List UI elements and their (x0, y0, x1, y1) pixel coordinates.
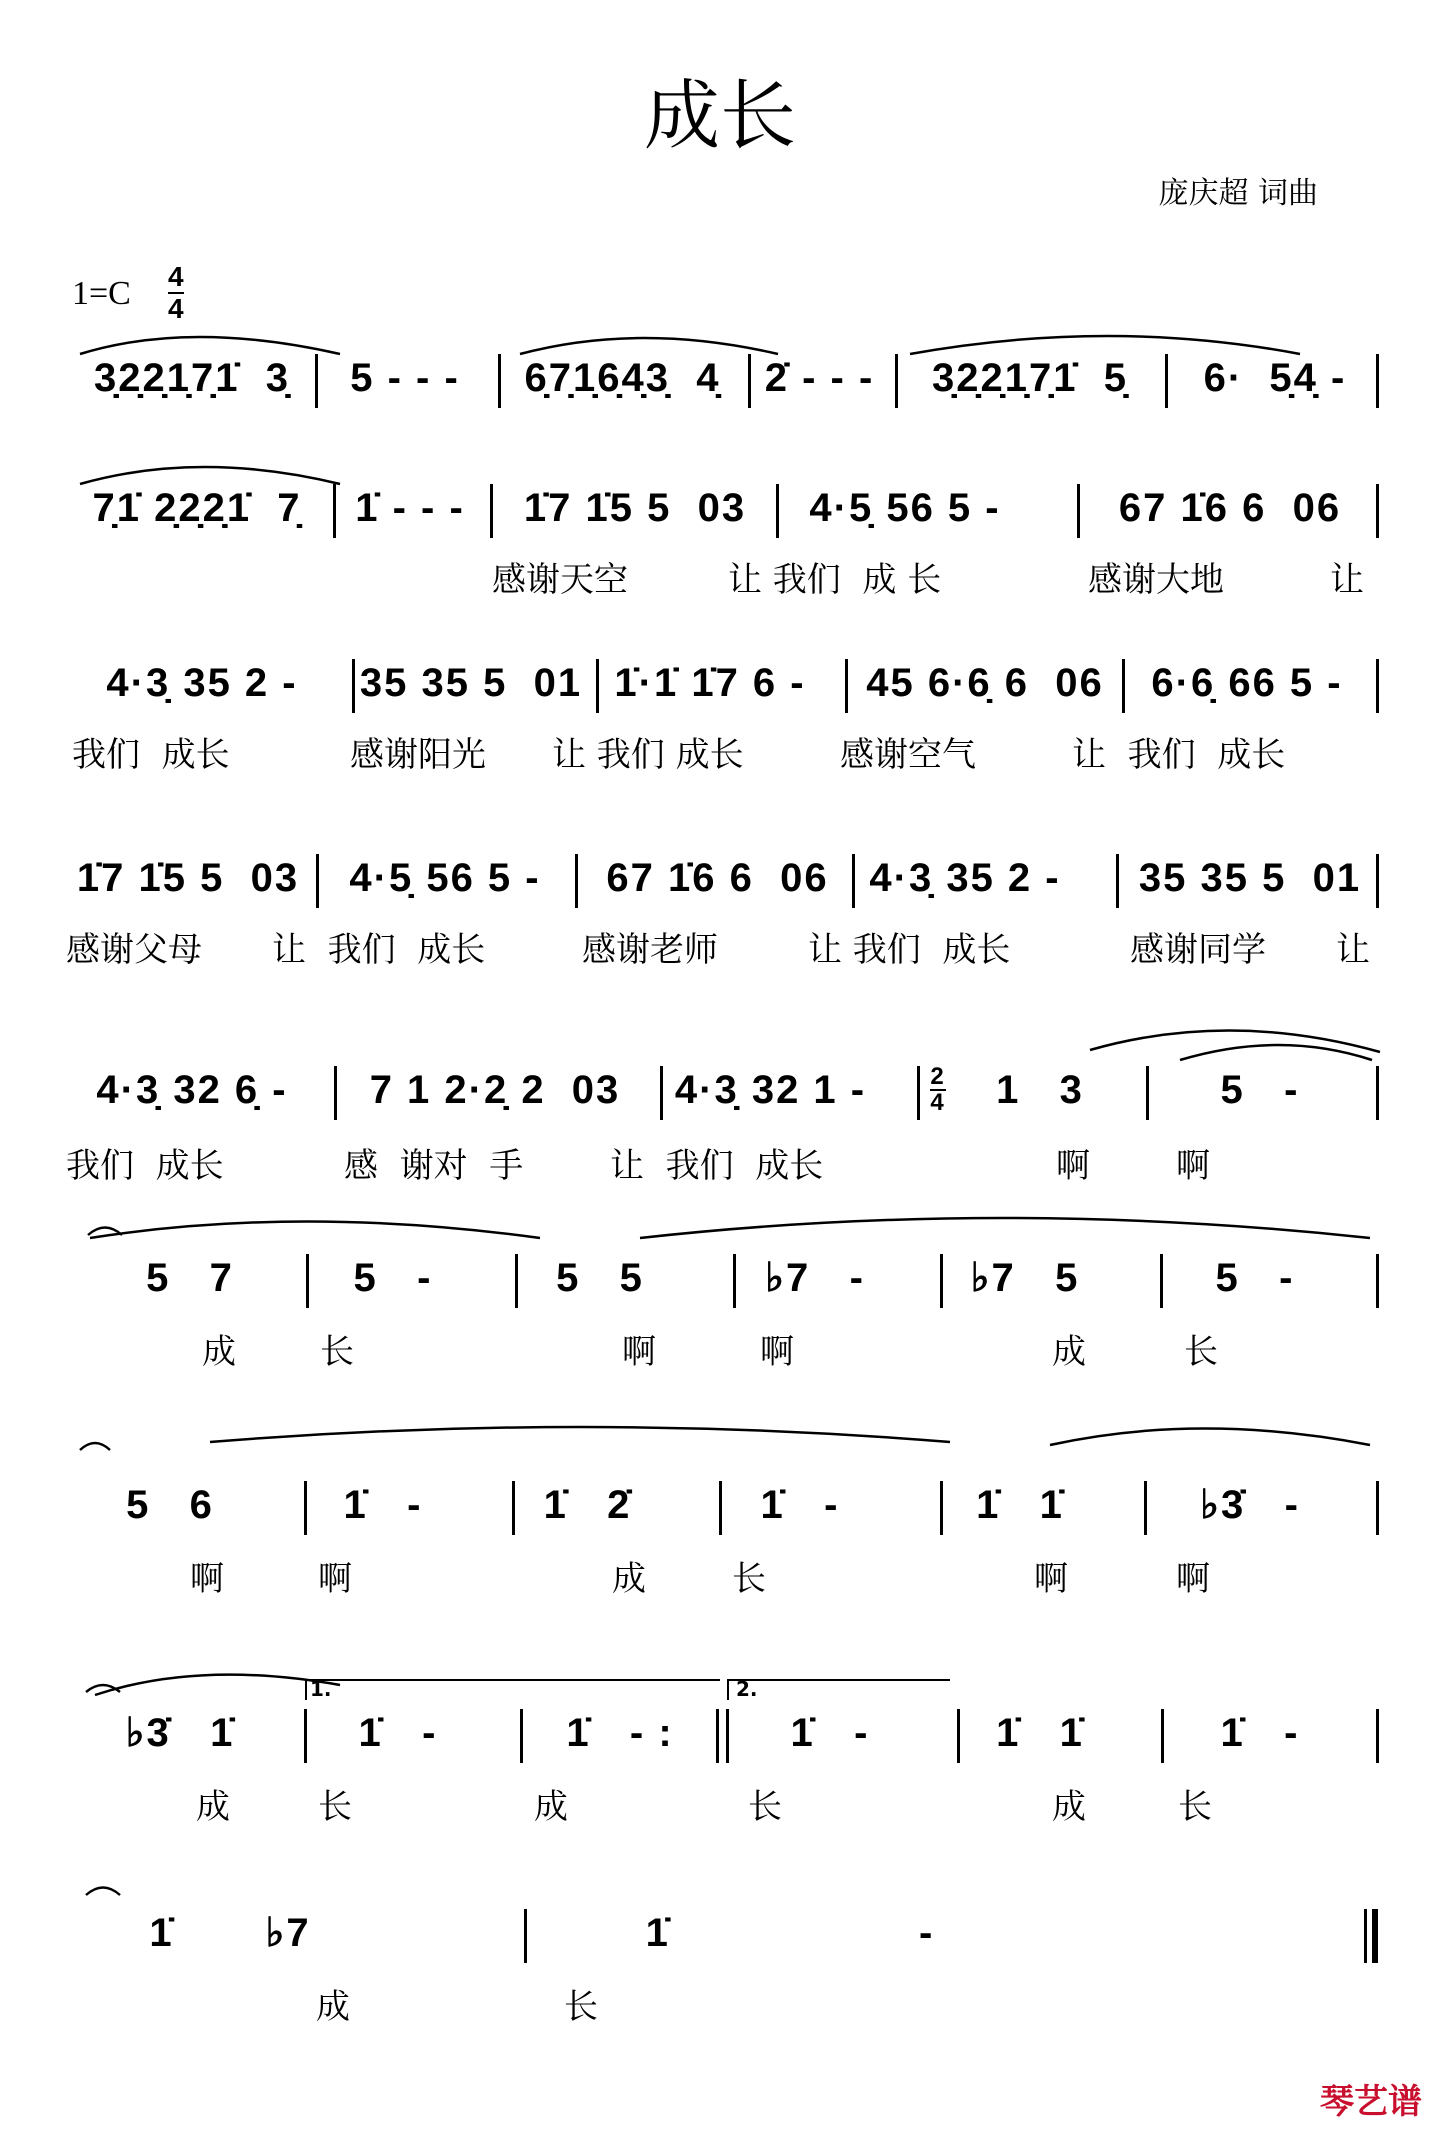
barline (1376, 659, 1379, 713)
time-change-top: 2 (930, 1063, 946, 1090)
barline (316, 854, 319, 908)
barline (1376, 854, 1379, 908)
barline (1161, 1709, 1164, 1763)
barline (957, 1709, 960, 1763)
barline (524, 1909, 527, 1963)
repeat-end-barline (716, 1709, 719, 1763)
lyric: 啊 (1176, 1146, 1210, 1186)
barline (852, 854, 855, 908)
barline (1160, 1254, 1163, 1308)
time-change-bottom: 4 (930, 1089, 946, 1116)
barline (490, 484, 493, 538)
volta-2: 2. (736, 1677, 758, 1701)
measure: 1̇ - (343, 1482, 423, 1527)
slur (86, 1888, 120, 1896)
slur (80, 1443, 110, 1450)
barline (1376, 484, 1379, 538)
barline (1144, 1481, 1147, 1535)
final-barline (1364, 1909, 1367, 1963)
lyric: 让 (1330, 560, 1364, 600)
barline (733, 1254, 736, 1308)
measure: 6̣7̣1̣6̣4̣3̣ 4̣ (524, 355, 721, 400)
measure: 7̣1̇ 2̣2̣2̣1̇ 7̣ (92, 485, 302, 530)
measure: 1̇ - (645, 1910, 935, 1955)
barline (940, 1254, 943, 1308)
lyric: 啊 (1056, 1146, 1090, 1186)
lyric: 我们 成长 (66, 1146, 224, 1186)
measure: 35 35 5 01 (359, 660, 583, 705)
measure: 1̇ - (790, 1710, 870, 1755)
lyric: 啊 (318, 1559, 352, 1599)
barline (515, 1254, 518, 1308)
measure: 5 - (1220, 1067, 1300, 1112)
measure: 3̣2̣2̣1̣7̣1̇ 3̣ (94, 355, 290, 400)
measure: 5 5 (556, 1255, 644, 1300)
barline (1077, 484, 1080, 538)
barline (333, 484, 336, 538)
volta-bracket (306, 1680, 720, 1700)
lyric: 成 (612, 1559, 646, 1599)
barline (1122, 659, 1125, 713)
lyric: 感谢天空 (492, 560, 628, 600)
slur (95, 1675, 340, 1695)
measure: 1̇·1̇ 1̇7 6 - (614, 660, 806, 705)
barline (917, 1066, 920, 1120)
repeat-end-barline (726, 1709, 729, 1763)
meter-top: 4 (168, 261, 184, 292)
lyric: 感谢父母 (66, 930, 202, 970)
lyric: 长 (1184, 1332, 1218, 1372)
slur (1090, 1030, 1380, 1052)
lyric: 感谢老师 (582, 930, 718, 970)
measure: 1̇ - : (566, 1710, 674, 1755)
lyric: 成 (196, 1787, 230, 1827)
lyric: 成 (1052, 1787, 1086, 1827)
lyric: 成 (1052, 1332, 1086, 1372)
slur (88, 1228, 122, 1236)
final-barline (1372, 1909, 1378, 1963)
barline (1376, 1481, 1379, 1535)
barline (1376, 1066, 1379, 1120)
barline (1146, 1066, 1149, 1120)
lyric: 长 (564, 1987, 598, 2027)
measure: 5 6 (126, 1482, 214, 1527)
measure: 1̇ 1̇ (976, 1482, 1064, 1527)
measure: 6·6̣ 66 5 - (1151, 660, 1343, 705)
lyric: 成 (202, 1332, 236, 1372)
measure: 6· 5̣4̣ - (1203, 355, 1347, 400)
lyric: 啊 (622, 1332, 656, 1372)
key-signature: 1=C (72, 275, 131, 312)
lyric: 感 谢对 手 (344, 1146, 524, 1186)
meter-bottom: 4 (168, 293, 184, 324)
measure: 1̇7 1̇5 5 03 (76, 855, 300, 900)
lyric: 长 (318, 1787, 352, 1827)
measure: 5 - - - (350, 355, 460, 400)
barline (596, 659, 599, 713)
measure: 67 1̇6 6 06 (1118, 485, 1342, 530)
lyric: 让 我们 成长 (1072, 735, 1286, 775)
measure: 4·3̣ 35 2 - (106, 660, 298, 705)
measure: 4·3̣ 32 6̣ - (96, 1067, 288, 1112)
measure: ♭7 - (765, 1256, 865, 1300)
measure: 1 3 (996, 1067, 1084, 1112)
measure: 1̇ - (358, 1710, 438, 1755)
lyric: 我们 成长 (72, 735, 230, 775)
barline (315, 354, 318, 408)
song-title: 成长 (644, 71, 796, 160)
lyric: 让 我们 成长 (808, 930, 1011, 970)
measure: 1̇ 1̇ (996, 1710, 1084, 1755)
measure: 1̇ - (1220, 1710, 1300, 1755)
lyric: 让 我们 成长 (272, 930, 486, 970)
measure: 1̇7 1̇5 5 03 (523, 485, 747, 530)
measure: 1̇ - - - (355, 485, 465, 530)
slur (640, 1218, 1370, 1238)
barline (1376, 1709, 1379, 1763)
measure: 3̣2̣2̣1̣7̣1̇ 5̣ (932, 355, 1128, 400)
barline (895, 354, 898, 408)
barline (520, 1709, 523, 1763)
lyric: 啊 (760, 1332, 794, 1372)
measure: ♭3̇ - (1200, 1483, 1300, 1527)
lyric: 让 我们 成长 (552, 735, 744, 775)
slur (90, 1222, 540, 1239)
volta-1: 1. (310, 1677, 332, 1701)
barline (845, 659, 848, 713)
watermark-logo: 琴艺谱 (1320, 2082, 1422, 2122)
measure: 7 1 2·2̣ 2 03 (369, 1067, 621, 1112)
lyric: 感谢大地 (1088, 560, 1224, 600)
measure: 45 6·6̣ 6 06 (866, 660, 1104, 705)
time-change (924, 1062, 952, 1118)
barline (575, 854, 578, 908)
lyric: 感谢空气 (840, 735, 976, 775)
barline (352, 659, 355, 713)
lyric: 感谢阳光 (350, 735, 486, 775)
measure: 5 7 (146, 1255, 234, 1300)
barline (1165, 354, 1168, 408)
lyric: 长 (748, 1787, 782, 1827)
slur (86, 1685, 120, 1692)
measure: 1̇ ♭7 (149, 1911, 311, 1955)
barline (1376, 1254, 1379, 1308)
measure: ♭7 5 (970, 1256, 1080, 1300)
lyric: 成 (316, 1987, 350, 2027)
slur (210, 1427, 950, 1442)
lyric: 让 我们 成 长 (728, 560, 942, 600)
measure: 67 1̇6 6 06 (606, 855, 829, 900)
barline (940, 1481, 943, 1535)
lyric: 长 (1178, 1787, 1212, 1827)
lyric: 成 (534, 1787, 568, 1827)
barline (334, 1066, 337, 1120)
measure: 4·5̣ 56 5 - (809, 485, 1001, 530)
barline (1116, 854, 1119, 908)
volta-bracket (728, 1680, 950, 1700)
measure: 2̇ - - - (764, 355, 875, 400)
measure: 35 35 5 01 (1138, 855, 1362, 900)
measure: 5 - (1215, 1255, 1295, 1300)
barline (498, 354, 501, 408)
lyric: 啊 (1034, 1559, 1068, 1599)
lyric: 让 (1336, 930, 1370, 970)
composer-credit: 庞庆超 词曲 (1158, 176, 1318, 211)
slur (1180, 1045, 1372, 1060)
measure: 5 - (353, 1255, 433, 1300)
barline (776, 484, 779, 538)
barline (1376, 354, 1379, 408)
lyric: 啊 (1176, 1559, 1210, 1599)
lyric: 感谢同学 (1130, 930, 1266, 970)
barline (748, 354, 751, 408)
measure: 1̇ - (760, 1482, 840, 1527)
barline (304, 1481, 307, 1535)
measure: 4·5̣ 56 5 - (349, 855, 541, 900)
measure: ♭3̇ 1̇ (125, 1711, 235, 1755)
time-signature (168, 262, 184, 324)
slur (1050, 1429, 1370, 1446)
measure: 4·3̣ 35 2 - (869, 855, 1061, 900)
lyric: 让 我们 成长 (610, 1146, 824, 1186)
barline (719, 1481, 722, 1535)
lyric: 长 (320, 1332, 354, 1372)
barline (660, 1066, 663, 1120)
barline (304, 1709, 307, 1763)
barline (512, 1481, 515, 1535)
lyric: 长 (732, 1559, 766, 1599)
lyric: 啊 (190, 1559, 224, 1599)
measure: 4·3̣ 32 1 - (674, 1067, 867, 1112)
barline (306, 1254, 309, 1308)
measure: 1̇ 2̇ (543, 1482, 632, 1527)
